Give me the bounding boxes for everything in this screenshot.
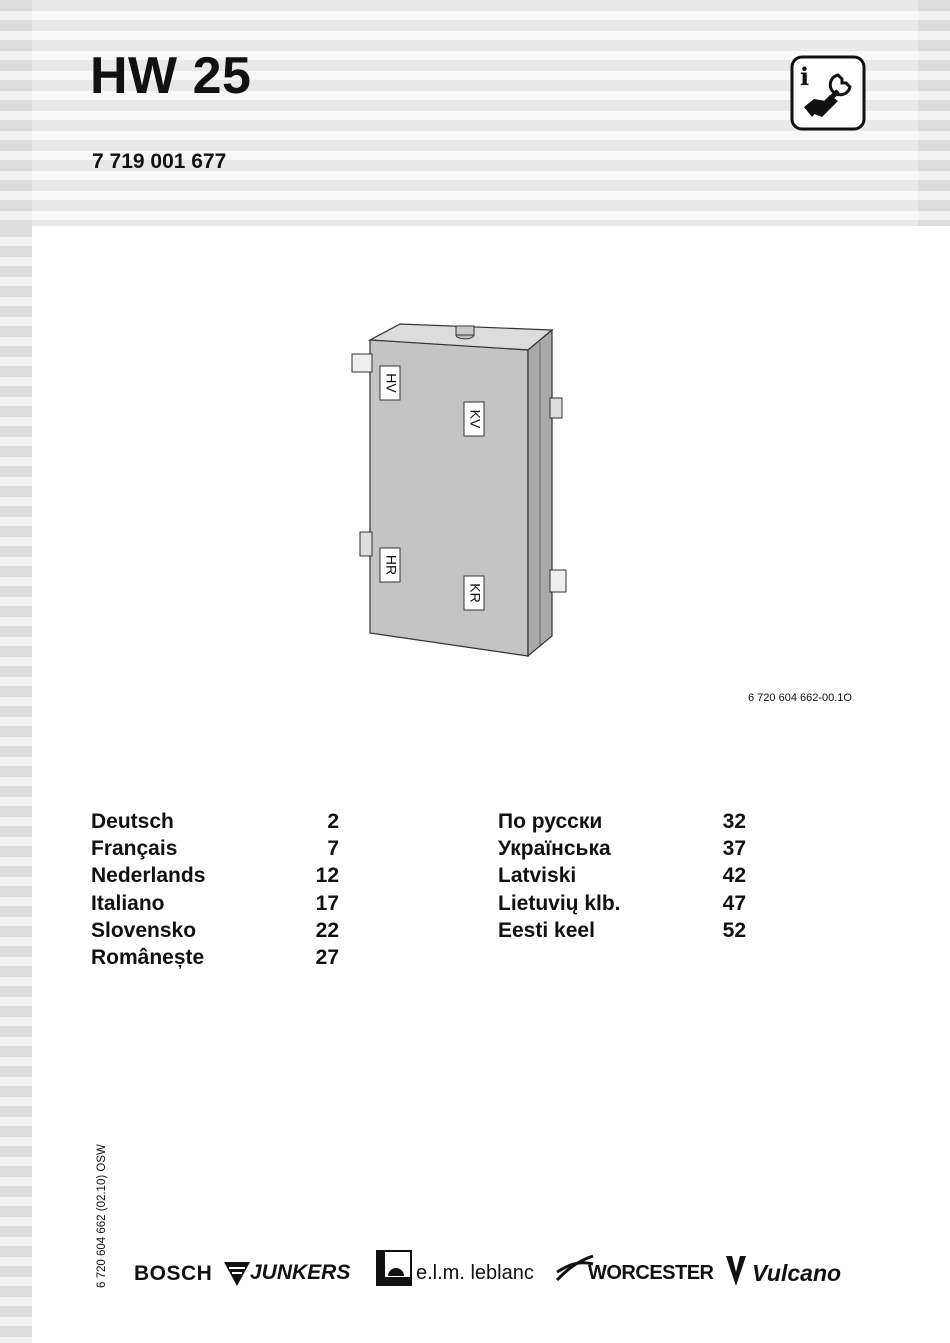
language-list-left [91,808,339,971]
brand-vulcano: Vulcano [752,1260,842,1286]
part-number: 7 719 001 677 [92,150,227,173]
language-name: Slovensko [91,918,197,942]
language-entry [91,862,339,889]
left-margin-stripes [0,226,32,1343]
figure-reference: 6 720 604 662-00.1O [748,692,852,704]
language-name: Latviski [498,864,577,888]
language-page-number: 47 [722,891,746,915]
language-page-number: 52 [722,918,746,942]
document-code: 6 720 604 662 (02.10) OSW [96,1144,108,1288]
vulcano-logo-icon [724,1254,748,1288]
leblanc-logo-icon [376,1250,412,1286]
label-kr: KR [467,583,484,603]
language-name: Deutsch [91,810,174,833]
junkers-logo-icon [224,1262,250,1286]
language-entry [91,808,339,835]
label-kv: KV [467,409,484,429]
language-page-number: 17 [315,891,339,915]
language-entry [498,808,746,835]
language-page-number: 42 [722,864,746,888]
language-list-right [498,808,746,944]
header-band [32,0,918,226]
label-hr: HR [383,554,400,576]
language-page-number: 12 [315,864,339,888]
language-entry [91,835,339,862]
brand-junkers: JUNKERS [250,1261,351,1284]
language-entry [91,917,339,944]
svg-text:i: i [800,62,810,91]
language-entry [498,862,746,889]
language-entry [498,917,746,944]
language-entry [91,944,339,971]
language-name: По русски [498,810,603,833]
language-name: Français [91,837,178,861]
language-page-number: 32 [722,810,746,833]
brand-leblanc: e.l.m. leblanc [416,1262,534,1284]
brand-bosch: BOSCH [134,1262,213,1285]
language-entry [498,890,746,917]
label-hv: HV [383,373,400,393]
language-page-number: 27 [315,945,339,969]
language-name: Nederlands [91,864,206,888]
hydraulic-separator-illustration [340,318,580,663]
language-name: Lietuvių klb. [498,891,621,915]
language-page-number: 22 [315,918,339,942]
info-wrench-icon [790,55,866,131]
language-entry [91,890,339,917]
language-name: Eesti keel [498,918,595,942]
language-name: Українська [498,837,611,861]
document-title: HW 25 [90,47,252,105]
language-entry [498,835,746,862]
language-page-number: 2 [327,810,339,833]
language-name: Românește [91,945,205,969]
language-name: Italiano [91,891,165,915]
brand-worcester: WORCESTER [588,1262,714,1284]
language-page-number: 7 [327,837,339,861]
language-page-number: 37 [722,837,746,861]
